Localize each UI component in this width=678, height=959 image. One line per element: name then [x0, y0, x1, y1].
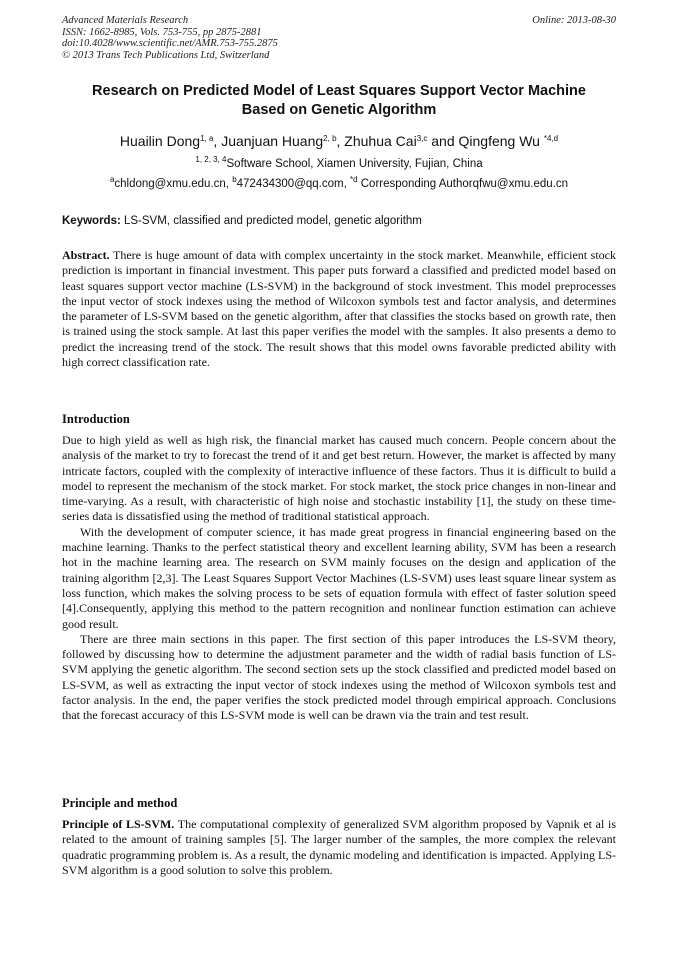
email-mark: b — [232, 175, 237, 184]
principle-body — [62, 817, 616, 878]
copyright-line: © 2013 Trans Tech Publications Ltd, Switzerland — [62, 49, 270, 61]
email-corresponding[interactable]: Corresponding Authorqfwu@xmu.edu.cn — [357, 178, 569, 190]
author-separator: and — [427, 133, 459, 149]
author-name: Huailin Dong — [119, 133, 201, 149]
abstract-text: There is huge amount of data with complex uncertainty in the stock market. Meanwhile, efficient stock prediction is important in financial investment. This paper puts forward a classified and predicted model based on least squares support vector machine (LS-SVM) in the background of stock investment. This model preprocesses the input vector of stock indexes using the method of Wilcoxon symbols test and factor analysis, and determines the parameter of LS-SVM based on the genetic algorithm, after that classifies the stocks based on growth rate, then is trained using the stock sample. At last this paper verifies the model with the samples. It also presents a demo to predict the increasing trend of the stock. The result shows that this model owns favorable predicted ability with high correct classification rate. — [62, 248, 616, 370]
affiliation-text: Software School, Xiamen University, Fujian, China — [226, 158, 483, 170]
subsection-heading: Principle of LS-SVM. — [62, 817, 175, 831]
section-heading-principle: Principle and method — [62, 796, 178, 810]
paragraph: With the development of computer science, it has made great progress in financial engineering based on the machine learning. Thanks to the perfect statistical theory and excellent learning ability, SVM has been a research hot in the machine learning area. The research on SVM mainly focuses on the design and application of the training algorithm [2,3]. The Least Squares Support Vector Machines (LS-SVM) uses least square linear system as loss function, which makes the solving process to be sets of equation formula with effect of faster solution speed [4].Consequently, applying this method to the pattern recognition and nonlinear function estimation can achieve good result. — [62, 524, 616, 631]
author-mark: *4,d — [543, 134, 559, 143]
paper-title — [62, 82, 616, 120]
keywords — [62, 214, 616, 228]
keywords-text: LS-SVM, classified and predicted model, genetic algorithm — [120, 215, 422, 227]
affiliation-mark: 1, 2, 3, 4 — [195, 155, 227, 164]
author-name: Qingfeng Wu — [458, 133, 540, 149]
affiliation — [62, 157, 616, 171]
paragraph: There are three main sections in this paper. The first section of this paper introduces the LS-SVM theory, followed by discussing how to determine the adjustment parameter and the width of radial basis function of LS-SVM applying the genetic algorithm. The second section sets up the stock classified and predicted model based on LS-SVM, as well as extracting the input vector of stock indexes using the method of Wilcoxon symbols test and factor analysis. In the end, the paper verifies the stock predicted model through empirical approach. Conclusions that the forecast accuracy of this LS-SVM mode is well can be drawn via the train and test result. — [62, 631, 616, 723]
doi-line[interactable]: doi:10.4028/www.scientific.net/AMR.753-755.2875 — [62, 38, 278, 49]
paragraph: Due to high yield as well as high risk, the financial market has caused much concern. People concern about the analysis of the market to try to forecast the trend of it and get best return. However, the market is affected by many intricate factors, coupled with the complexity of interactive influence of these factors. Thus it is difficult to build a model to represent the mechanism of the stock market. For stock market, the stock price changes in non-linear and time-varying. As a result, with characteristic of high noise and stochastic instability [1], the study on these time-series data is dissatisfied using the method of traditional statistical approach. — [62, 433, 616, 524]
author-mark: 2, b — [323, 134, 337, 143]
online-date: Online: 2013-08-30 — [532, 15, 616, 26]
introduction-body — [62, 433, 616, 724]
abstract — [62, 248, 616, 370]
email-mark: a — [109, 175, 115, 184]
issn-line: ISSN: 1662-8985, Vols. 753-755, pp 2875-2881 — [62, 26, 262, 38]
abstract-label: Abstract. — [62, 248, 110, 262]
title-line-1: Research on Predicted Model of Least Squares Support Vector Machine — [92, 83, 586, 99]
journal-name: Advanced Materials Research — [62, 15, 189, 26]
title-line-2: Based on Genetic Algorithm — [241, 102, 437, 118]
email-b[interactable]: 472434300@qq.com, — [236, 178, 350, 190]
author-name: Zhuhua Cai — [344, 133, 417, 149]
author-list — [62, 132, 616, 150]
email-mark: *d — [349, 175, 358, 184]
paragraph: The computational complexity of generalized SVM algorithm proposed by Vapnik et al is related to the amount of training samples [5]. The larger number of the samples, the more complex the relevant quadratic programming problem is. As a result, the dynamic modeling and identification is impacted. Applying LS-SVM algorithm is a good solution to solve this problem. — [62, 817, 616, 877]
journal-header — [62, 15, 616, 61]
author-emails — [62, 177, 616, 191]
author-mark: 1, a — [200, 134, 214, 143]
author-separator: , — [213, 133, 222, 149]
author-name: Juanjuan Huang — [221, 133, 324, 149]
author-separator: , — [336, 133, 345, 149]
email-a[interactable]: chldong@xmu.edu.cn, — [114, 178, 233, 190]
keywords-label: Keywords: — [62, 215, 121, 227]
section-heading-introduction: Introduction — [62, 412, 130, 426]
author-mark: 3,c — [416, 134, 428, 143]
